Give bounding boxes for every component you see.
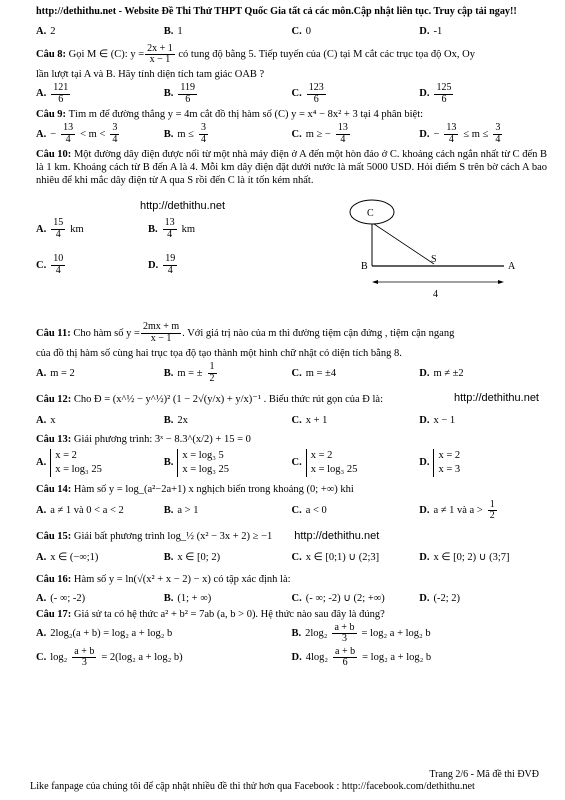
q11-option-a: A. m = 2	[36, 367, 75, 379]
question-17	[36, 608, 547, 669]
q10-option-c: C. $\frac{10}{4}$	[36, 253, 64, 276]
question-11	[36, 322, 547, 384]
page-footer-fanpage[interactable]: Like fanpage của chúng tôi để cập nhật nhiều đề thi thử hơn qua Facebook : http://facebook.com/dethithu.net	[30, 781, 475, 792]
question-13	[36, 433, 547, 476]
question-16	[36, 573, 547, 605]
question-14	[36, 483, 547, 522]
q16-options	[36, 592, 547, 605]
q11-option-b: B. m = ± $\frac{1}{2}$	[163, 361, 215, 384]
q8-option-b: B. $\frac{119}{6}$	[163, 82, 196, 105]
q8-options	[36, 83, 547, 105]
label-b: B	[361, 261, 368, 273]
question-number: Câu 8:	[36, 49, 67, 61]
question-text: Hàm số y = ln(√(x² + x − 2) − x) có tập xác định là:	[73, 573, 291, 585]
site-link[interactable]: http://dethithu.net	[294, 529, 380, 542]
question-text: Giả sử ta có hệ thức a² + b² = 7ab (a, b > 0). Hệ thức nào sau đây là đúng?	[73, 608, 385, 620]
q9-option-b: B. m ≤ $\frac{3}{4}$	[163, 122, 206, 145]
question-number: Câu 17:	[36, 608, 72, 620]
q12-option-d: D. x − 1	[419, 415, 456, 426]
q16-option-b: B. (1; + ∞)	[163, 592, 212, 604]
q14-option-a: A. a ≠ 1 và 0 < a < 2	[36, 505, 124, 517]
question-text: Hàm số y = log_(a²−2a+1) x nghịch biến trong khoảng (0; +∞) khi	[73, 483, 354, 495]
segment-cs	[374, 224, 434, 264]
site-link[interactable]: http://dethithu.net	[140, 200, 226, 213]
question-number: Câu 11:	[36, 327, 71, 339]
power-line-diagram	[336, 198, 536, 318]
question-number: Câu 14:	[36, 483, 72, 495]
q14-option-c: C. a < 0	[291, 505, 327, 517]
question-number: Câu 9:	[36, 109, 67, 120]
question-text: Giải bất phương trình log_½ (x² − 3x + 2) ≥ −1	[73, 530, 273, 542]
q13-option-a: A. x = 2 x = log₃ 25	[36, 450, 102, 475]
q17-options-row-2	[36, 647, 547, 669]
q10-option-d: D. $\frac{19}{4}$	[148, 253, 176, 276]
q17-option-a: A. 2log₂(a + b) = log₂ a + log₂ b	[36, 628, 173, 640]
page-footer-number: Trang 2/6 - Mã đề thi ĐVĐ	[429, 769, 539, 780]
q17-option-d: D. 4log₂ $\frac{a + b}{6}$ = log₂ a + log₂ b	[291, 645, 432, 669]
q7-option-d: D. -1	[419, 25, 443, 37]
question-text: Cho hàm số y =	[73, 327, 140, 339]
q13-option-b: B. x = log₃ 5 x = log₃ 25	[163, 450, 230, 475]
q13-option-d: D. x = 2 x = 3	[419, 450, 461, 475]
q16-option-c: C. (- ∞; -2) ∪ (2; +∞)	[291, 592, 385, 604]
q15-option-d: D. x ∈ [0; 2) ∪ (3;7]	[419, 552, 510, 564]
question-12	[36, 392, 547, 427]
q10-option-b: B. $\frac{13}{4}$ km	[148, 217, 196, 240]
question-number: Câu 12:	[36, 393, 72, 405]
question-text: . Với giá trị nào của m thì đường tiệm cận đứng , tiệm cận ngang	[182, 327, 455, 339]
question-text: lần lượt tại A và B. Hãy tính diện tích tam giác OAB ?	[36, 68, 265, 80]
q10-options	[36, 218, 336, 276]
question-text: Tìm m để đường thẳng y = 4m cắt đồ thị hàm số (C) y = x⁴ − 8x² + 3 tại 4 phân biệt:	[68, 109, 424, 120]
q8-option-d: D. $\frac{125}{6}$	[419, 82, 452, 105]
q11-option-d: D. m ≠ ±2	[419, 367, 464, 379]
q16-option-a: A. (- ∞; -2)	[36, 592, 86, 604]
question-number: Câu 16:	[36, 573, 72, 585]
q14-options	[36, 500, 547, 522]
question-number: Câu 15:	[36, 530, 72, 542]
q15-options	[36, 551, 547, 564]
q11-options	[36, 362, 547, 384]
q14-option-d: D. a ≠ 1 và a > $\frac{1}{2}$	[419, 498, 495, 522]
q17-option-c: C. log₂ $\frac{a + b}{3}$ = 2(log₂ a + log₂ b)	[36, 645, 183, 669]
page-header: http://dethithu.net - Website Đề Thi Thử THPT Quốc Gia tất cả các môn.Cập nhật liên tục. Truy cập tải ngay!!	[36, 6, 517, 17]
q15-option-c: C. x ∈ [0;1) ∪ (2;3]	[291, 552, 380, 564]
fraction: $\frac{2x + 1}{x - 1}$	[147, 42, 173, 66]
label-s: S	[431, 254, 437, 266]
q10-option-a: A. $\frac{15}{4}$ km	[36, 217, 84, 240]
q16-option-d: D. (-2; 2)	[419, 592, 461, 604]
q7-option-c: C. 0	[291, 25, 311, 37]
q12-option-c: C. x + 1	[291, 415, 328, 426]
distance-label: 4	[433, 289, 438, 301]
q14-option-b: B. a > 1	[163, 505, 199, 517]
site-link[interactable]: http://dethithu.net	[453, 392, 539, 405]
question-15	[36, 530, 547, 565]
question-number: Câu 10:	[36, 149, 72, 161]
q11-option-c: C. m = ±4	[291, 367, 337, 379]
q7-options	[36, 25, 547, 38]
q17-options-row-1	[36, 623, 547, 645]
question-text: có tung độ bằng 5. Tiếp tuyến của (C) tại M cắt các trục tọa độ Ox, Oy	[178, 49, 475, 61]
q13-options	[36, 449, 547, 476]
q9-options	[36, 123, 547, 145]
q9-option-a: A. − $\frac{13}{4}$ < m < $\frac{3}{4}$	[36, 122, 118, 145]
q12-option-b: B. 2x	[163, 415, 188, 426]
q8-option-a: A. $\frac{121}{6}$	[36, 82, 69, 105]
q8-option-c: C. $\frac{123}{6}$	[291, 82, 324, 105]
fraction: $\frac{2mx + m}{x - 1}$	[142, 321, 180, 344]
question-text: Giải phương trình: 3ˣ − 8.3^(x/2) + 15 = 0	[73, 434, 251, 446]
q9-option-d: D. − $\frac{13}{4}$ ≤ m ≤ $\frac{3}{4}$	[419, 122, 501, 145]
question-text: Một đường dây điện được nối từ một nhà máy điện ở A đến một hòn đảo ở C. khoảng cách ngắn nhất từ C đến B là 1 km. Khoảng cách từ B đến A là 4. Mỗi km dây điện đặt dưới nước là mất 5000 USD. Hỏi điểm S trên bờ cách A bao nhiêu để khi mắc dây điện từ A qua S rồi đến C là ít tốn kém nhất.	[36, 149, 547, 187]
q12-option-a: A. x	[36, 415, 56, 426]
label-c: C	[367, 208, 374, 220]
q17-option-b: B. 2log₂ $\frac{a + b}{3}$ = log₂ a + log₂ b	[291, 621, 431, 645]
question-text: của đồ thị hàm số cùng hai trục tọa độ tạo thành một hình chữ nhật có diện tích bằng 8.	[36, 348, 402, 360]
q9-option-c: C. m ≥ − $\frac{13}{4}$	[291, 122, 348, 145]
question-10	[36, 148, 547, 318]
question-9	[36, 108, 547, 145]
q7-option-a: A. 2	[36, 25, 56, 37]
question-text: Cho Đ = (x^½ − y^½)² (1 − 2√(y/x) + y/x)⁻¹ . Biểu thức rút gọn của Đ là:	[73, 393, 384, 405]
question-8	[36, 44, 547, 105]
q7-option-b: B. 1	[163, 25, 183, 37]
question-number: Câu 13:	[36, 434, 72, 446]
q15-option-b: B. x ∈ [0; 2)	[163, 552, 221, 564]
q15-option-a: A. x ∈ (−∞;1)	[36, 552, 99, 564]
q12-options	[36, 414, 547, 427]
q13-option-c: C. x = 2 x = log₃ 25	[291, 450, 358, 475]
question-text: Gọi M ∈ (C): y =	[68, 49, 145, 61]
label-a: A	[508, 261, 516, 273]
